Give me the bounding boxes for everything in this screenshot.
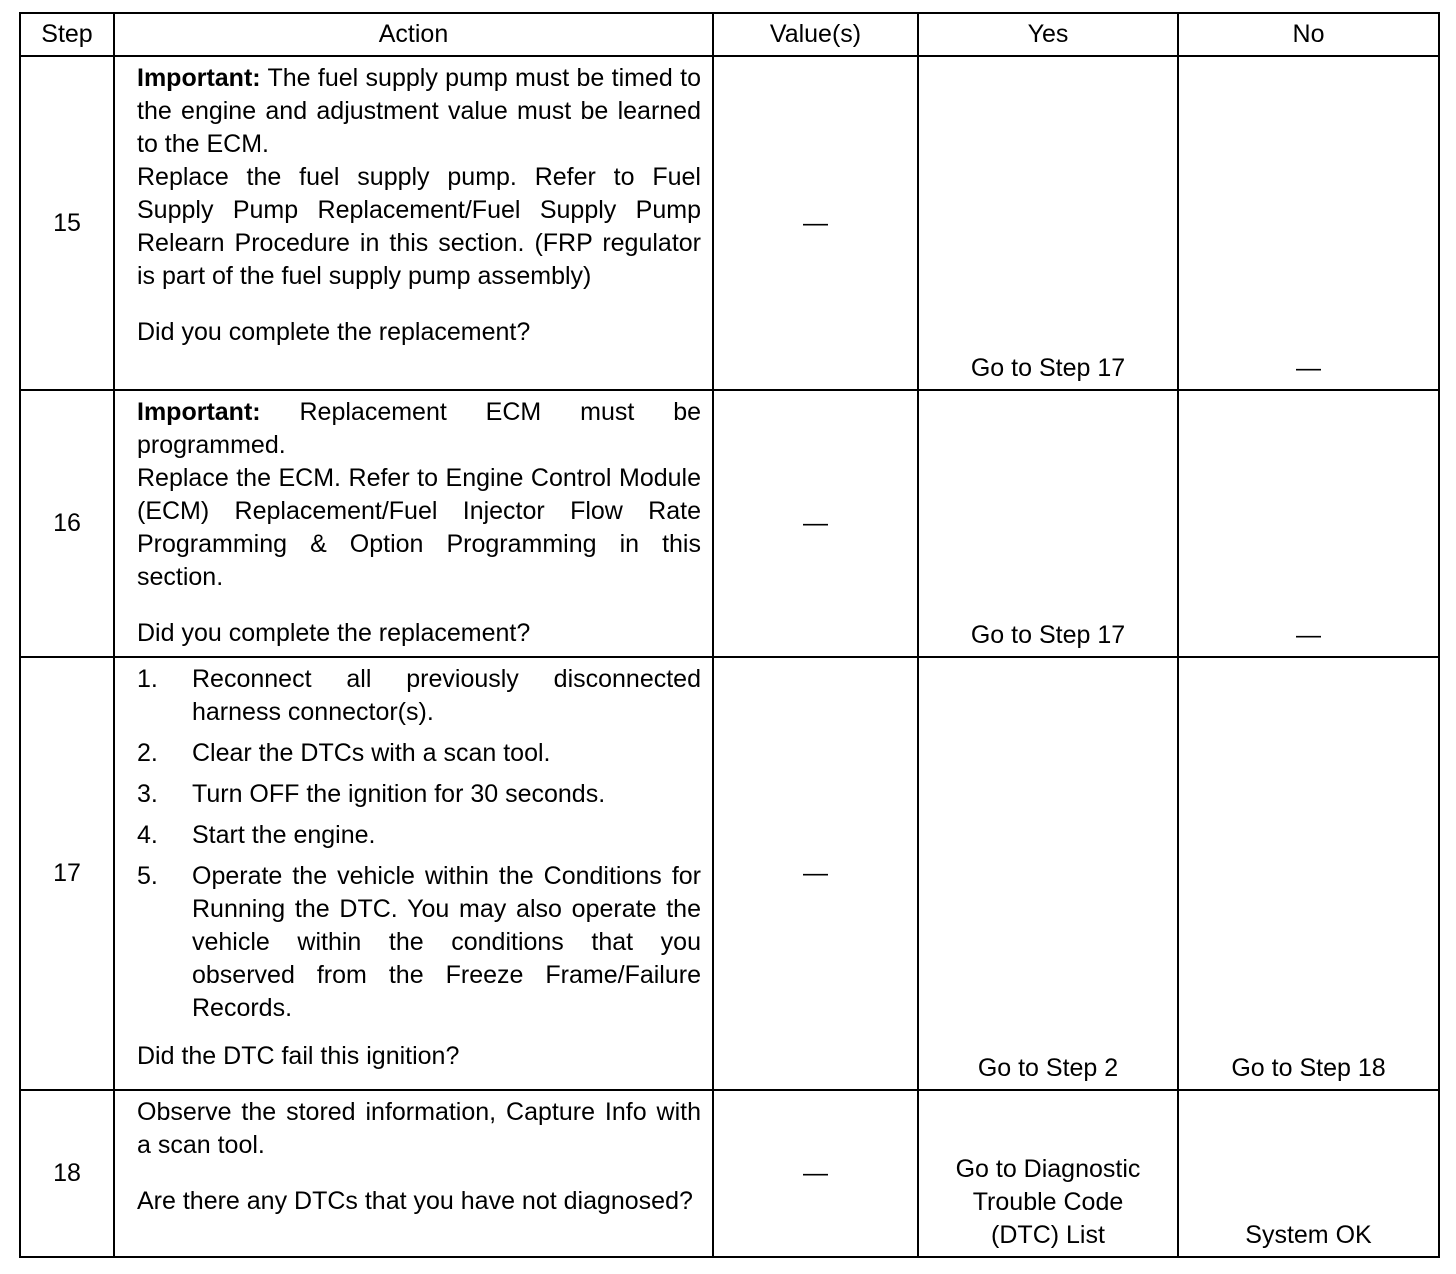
question: Are there any DTCs that you have not diagnosed? xyxy=(137,1187,693,1215)
action-cell xyxy=(114,390,713,657)
yes-cell: Go to Step 17 xyxy=(918,390,1178,657)
header-step: Step xyxy=(20,13,114,56)
header-yes: Yes xyxy=(918,13,1178,56)
important-text: The fuel supply pump must be timed to the engine and adjustment value must be learned to the ECM. xyxy=(137,64,701,158)
important-note xyxy=(137,62,701,161)
item-number: 3. xyxy=(137,780,158,808)
item-number: 1. xyxy=(137,665,158,693)
header-row xyxy=(20,13,1439,56)
list-item xyxy=(137,860,701,1025)
step-number: 18 xyxy=(20,1090,114,1257)
value-cell: — xyxy=(713,1090,918,1257)
important-note xyxy=(137,396,701,462)
action-cell xyxy=(114,56,713,390)
yes-cell: Go to Diagnostic Trouble Code (DTC) List xyxy=(918,1090,1178,1257)
header-no: No xyxy=(1178,13,1439,56)
item-text: Start the engine. xyxy=(192,821,376,849)
step-number: 15 xyxy=(20,56,114,390)
instruction: Observe the stored information, Capture Info with a scan tool. xyxy=(137,1098,701,1159)
question: Did the DTC fail this ignition? xyxy=(137,1042,460,1070)
header-values: Value(s) xyxy=(713,13,918,56)
table-row xyxy=(20,657,1439,1090)
diagnostic-table xyxy=(19,12,1440,1258)
no-cell: — xyxy=(1178,56,1439,390)
item-text: Reconnect all previously disconnected harness connector(s). xyxy=(192,665,701,726)
question: Did you complete the replacement? xyxy=(137,318,531,346)
item-text: Operate the vehicle within the Conditions for Running the DTC. You may also operate the vehicle within the conditions that you observed from the Freeze Frame/Failure Records. xyxy=(192,862,701,1022)
no-cell: — xyxy=(1178,390,1439,657)
header-action: Action xyxy=(114,13,713,56)
important-text: Replacement ECM must be programmed. xyxy=(137,398,701,459)
value-cell: — xyxy=(713,657,918,1090)
item-text: Clear the DTCs with a scan tool. xyxy=(192,739,551,767)
item-text: Turn OFF the ignition for 30 seconds. xyxy=(192,780,606,808)
table-row xyxy=(20,56,1439,390)
action-cell xyxy=(114,1090,713,1257)
important-label: Important: xyxy=(137,64,261,92)
instruction: Replace the ECM. Refer to Engine Control Module (ECM) Replacement/Fuel Injector Flow Rate Programming & Option Programming in this section. xyxy=(137,464,701,591)
list-item xyxy=(137,819,701,852)
no-cell: System OK xyxy=(1178,1090,1439,1257)
item-number: 5. xyxy=(137,862,158,890)
list-item xyxy=(137,778,701,811)
yes-cell: Go to Step 17 xyxy=(918,56,1178,390)
yes-cell: Go to Step 2 xyxy=(918,657,1178,1090)
table-row xyxy=(20,390,1439,657)
item-number: 2. xyxy=(137,739,158,767)
list-item xyxy=(137,737,701,770)
no-cell: Go to Step 18 xyxy=(1178,657,1439,1090)
list-item xyxy=(137,663,701,729)
step-number: 16 xyxy=(20,390,114,657)
step-number: 17 xyxy=(20,657,114,1090)
question: Did you complete the replacement? xyxy=(137,619,531,647)
action-cell xyxy=(114,657,713,1090)
item-number: 4. xyxy=(137,821,158,849)
value-cell: — xyxy=(713,390,918,657)
instruction: Replace the fuel supply pump. Refer to Fuel Supply Pump Replacement/Fuel Supply Pump Relearn Procedure in this section. (FRP regulator is part of the fuel supply pump assembly) xyxy=(137,163,701,290)
table-row xyxy=(20,1090,1439,1257)
important-label: Important: xyxy=(137,398,261,426)
value-cell: — xyxy=(713,56,918,390)
